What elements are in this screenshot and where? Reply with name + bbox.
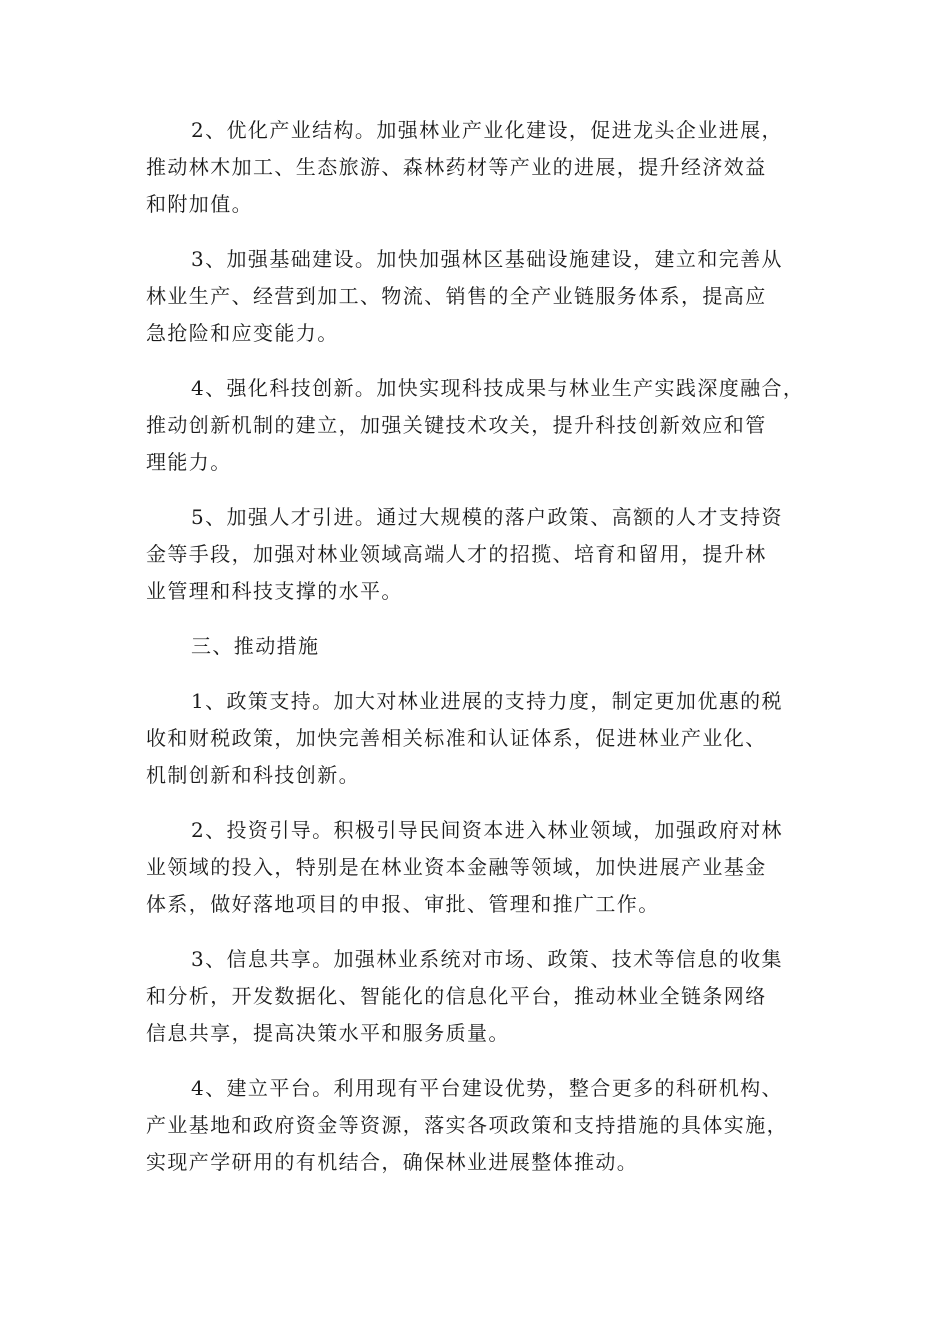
paragraph-line: 2、优化产业结构。加强林业产业化建设，促进龙头企业进展， [191,118,783,142]
paragraph-line: 收和财税政策，加快完善相关标准和认证体系，促进林业产业化、 [146,726,767,750]
paragraph-platform [146,1070,816,1181]
paragraph-line: 推动创新机制的建立，加强关键技术攻关，提升科技创新效应和管 [146,413,767,437]
paragraph-line: 5、加强人才引进。通过大规模的落户政策、高额的人才支持资 [191,505,783,529]
section-heading: 三、推动措施 [191,634,320,658]
paragraph-line: 业领域的投入，特别是在林业资本金融等领域，加快进展产业基金 [146,855,767,879]
paragraph-line: 推动林木加工、生态旅游、森林药材等产业的进展，提升经济效益 [146,155,767,179]
paragraph-line: 产业基地和政府资金等资源，落实各项政策和支持措施的具体实施， [146,1113,788,1137]
paragraph-line: 1、政策支持。加大对林业进展的支持力度，制定更加优惠的税 [191,689,783,713]
paragraph-line: 4、建立平台。利用现有平台建设优势，整合更多的科研机构、 [191,1076,783,1100]
document-body [146,112,816,1199]
paragraph-line: 和附加值。 [146,192,253,216]
paragraph-talent [146,499,816,610]
paragraph-line: 林业生产、经营到加工、物流、销售的全产业链服务体系，提高应 [146,284,767,308]
paragraph-line: 3、信息共享。加强林业系统对市场、政策、技术等信息的收集 [191,947,783,971]
paragraph-infrastructure [146,241,816,352]
paragraph-line: 实现产学研用的有机结合，确保林业进展整体推动。 [146,1150,639,1174]
paragraph-line: 理能力。 [146,450,232,474]
paragraph-line: 体系，做好落地项目的申报、审批、管理和推广工作。 [146,892,660,916]
paragraph-line: 3、加强基础建设。加快加强林区基础设施建设，建立和完善从 [191,247,783,271]
paragraph-line: 急抢险和应变能力。 [146,321,339,345]
paragraph-tech-innovation [146,370,816,481]
paragraph-line: 2、投资引导。积极引导民间资本进入林业领域，加强政府对林 [191,818,783,842]
paragraph-line: 业管理和科技支撑的水平。 [146,579,403,603]
paragraph-investment [146,812,816,923]
paragraph-line: 机制创新和科技创新。 [146,763,360,787]
paragraph-line: 信息共享，提高决策水平和服务质量。 [146,1021,510,1045]
paragraph-info-sharing [146,941,816,1052]
paragraph-policy-support [146,683,816,794]
paragraph-line: 和分析，开发数据化、智能化的信息化平台，推动林业全链条网络 [146,984,767,1008]
paragraph-optimize-industry [146,112,816,223]
paragraph-line: 4、强化科技创新。加快实现科技成果与林业生产实践深度融合， [191,376,805,400]
paragraph-line: 金等手段，加强对林业领域高端人才的招揽、培育和留用，提升林 [146,542,767,566]
